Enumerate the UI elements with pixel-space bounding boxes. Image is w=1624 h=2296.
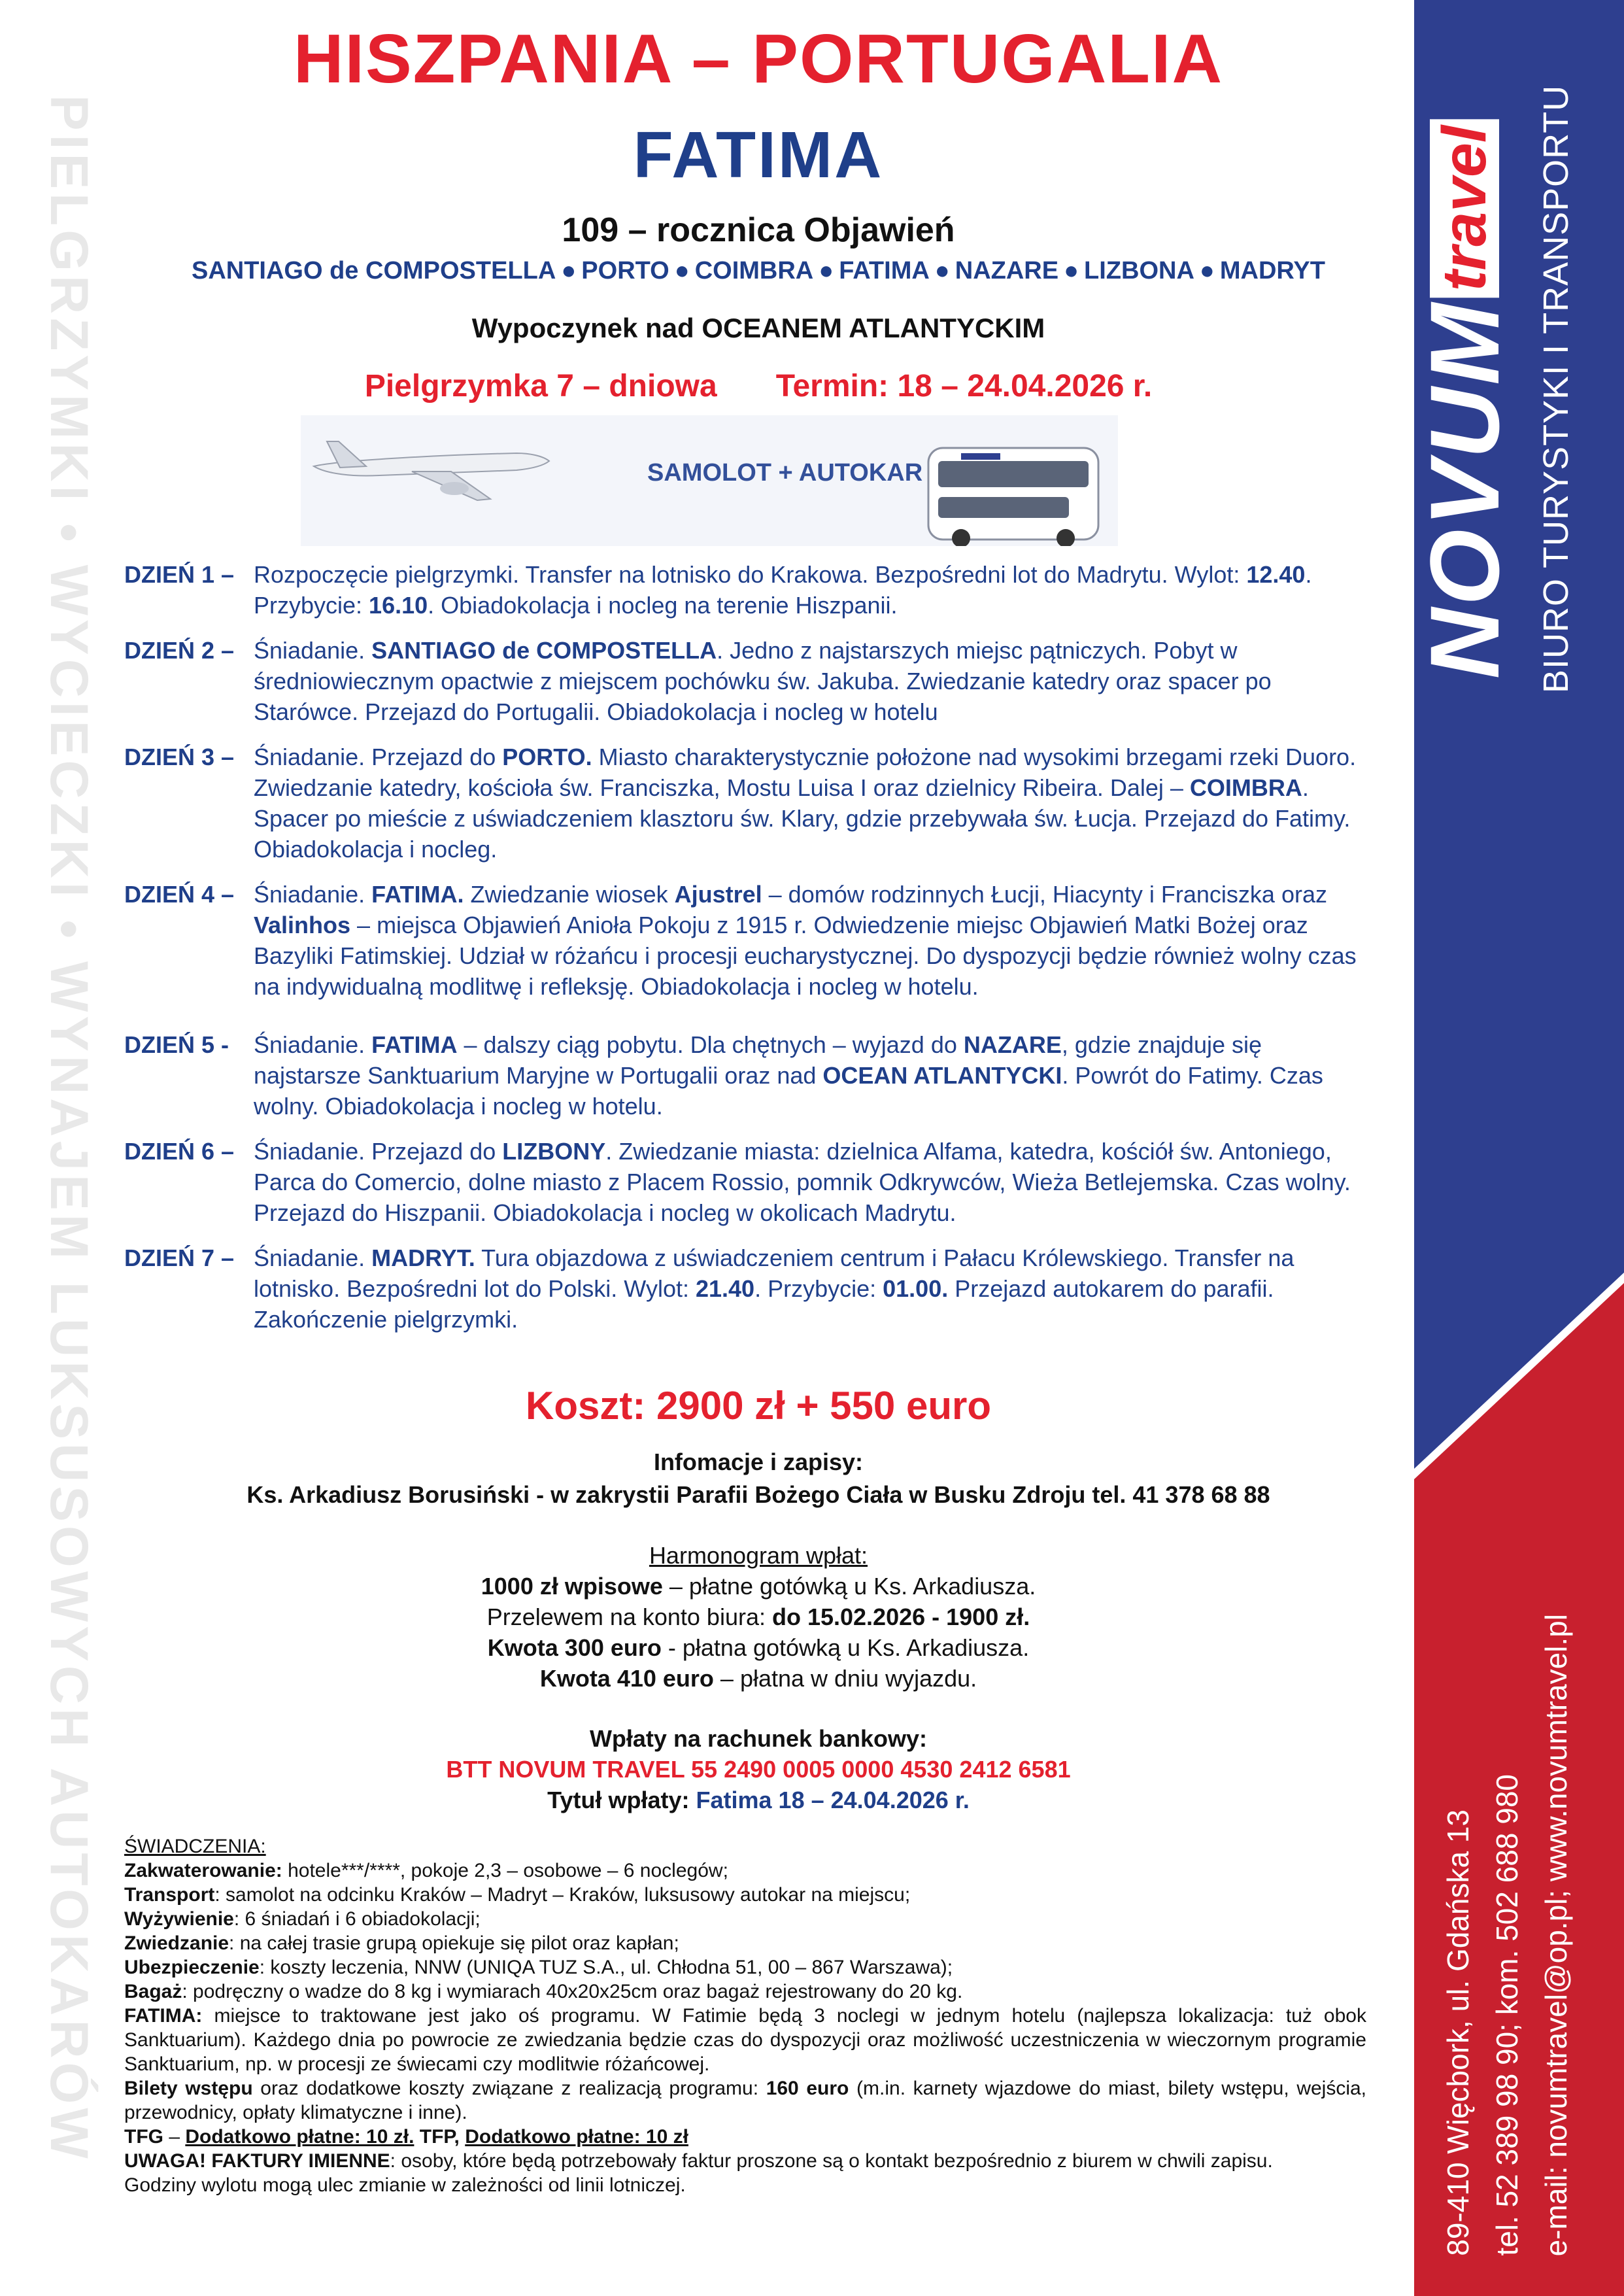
city-name: MADRYT (1219, 257, 1325, 284)
pilgrimage-length: Pielgrzymka 7 – dniowa (364, 369, 717, 403)
day-entry (124, 1242, 1366, 1335)
service-item: UWAGA! FAKTURY IMIENNE: osoby, które będą potrzebowały faktur proszone są o kontakt bezpośrednio z biurem w chwili zapisu. (124, 2150, 1273, 2172)
services-section (124, 1834, 1366, 2197)
service-item: Ubezpieczenie: koszty leczenia, NNW (UNIQA TUZ S.A., ul. Chłodna 51, 00 – 867 Warszawa); (124, 1957, 953, 1978)
bullet-icon: ● (561, 257, 577, 284)
day-entry (124, 635, 1366, 727)
page-title: HISZPANIA – PORTUGALIA (293, 20, 1224, 97)
service-item: Wyżywienie: 6 śniadań i 6 obiadokolacji; (124, 1908, 481, 1930)
day-description: Śniadanie. FATIMA – dalszy ciąg pobytu. Dla chętnych – wyjazd do NAZARE, gdzie znajduje się najstarsze Sanktuarium Maryjne w Portugalii oraz nad OCEAN ATLANTYCKI. Powrót do Fatimy. Czas wolny. Obiadokolacja i nocleg w hotelu. (254, 1031, 1323, 1120)
service-item: Transport: samolot na odcinku Kraków – Madryt – Kraków, luksusowy autokar na miejscu; (124, 1884, 911, 1906)
itinerary (124, 559, 1366, 1349)
day-label: DZIEŃ 5 - (124, 1031, 229, 1058)
transfer-title: Tytuł wpłaty: Fatima 18 – 24.04.2026 r. (547, 1787, 970, 1813)
service-item: Godziny wylotu mogą ulec zmianie w zależności od linii lotniczej. (124, 2174, 686, 2196)
city-list (118, 257, 1399, 285)
transport-label: SAMOLOT + AUTOKAR (647, 459, 923, 487)
brand-travel: travel (1430, 119, 1499, 298)
service-item: FATIMA: miejsce to traktowane jest jako oś programu. W Fatimie będą 3 noclegi w jednym hotelu (najlepsza lokalizacja: tuż obok Sanktuarium). Każdego dnia po powrocie ze zwiedzania będzie czas do dyspozycji oraz możliwość uczestniczenia w wieczornym programie Sanktuarium, np. w procesji ze świecami czy modlitwie różańcowej. (124, 2005, 1366, 2075)
bank-info (118, 1723, 1399, 1815)
city-name: NAZARE (955, 257, 1059, 284)
day-description: Śniadanie. Przejazd do PORTO. Miasto charakterystycznie położone nad wysokimi brzegami rzeki Duoro. Zwiedzanie katedry, kościoła św. Franciszka, Mostu Luisa I oraz dzielnicy Ribeira. Dalej – COIMBRA. Spacer po mieście z uświadczeniem klasztoru św. Klary, gdzie przebywała św. Łucja. Przejazd do Fatimy. Obiadokolacja i nocleg. (254, 744, 1357, 863)
day-entry (124, 742, 1366, 865)
city-name: FATIMA (839, 257, 930, 284)
bullet-icon: ● (819, 257, 834, 284)
bank-account: BTT NOVUM TRAVEL 55 2490 0005 0000 4530 2412 6581 (446, 1756, 1071, 1783)
phones-text: tel. 52 389 98 90; kom. 502 688 980 (1490, 1774, 1524, 2256)
schedule-line-3: Kwota 300 euro - płatna gotówką u Ks. Arkadiusza. (487, 1634, 1030, 1661)
watermark (39, 95, 98, 2187)
anniversary-heading: 109 – rocznica Objawień (562, 211, 955, 249)
city-name: SANTIAGO de COMPOSTELLA (191, 257, 556, 284)
pilgrimage-line (118, 368, 1399, 404)
tagline-text: BIURO TURYSTYKI I TRANSPORTU (1536, 84, 1576, 693)
day-entry (124, 1136, 1366, 1228)
airplane-icon (314, 441, 549, 500)
bullet-icon: ● (1064, 257, 1079, 284)
day-label: DZIEŃ 7 – (124, 1244, 235, 1271)
info-contact: Ks. Arkadiusz Borusiński - w zakrystii Parafii Bożego Ciała w Busku Zdroju tel. 41 378 68 88 (246, 1481, 1270, 1508)
schedule-line-1: 1000 zł wpisowe – płatne gotówką u Ks. Arkadiusza. (481, 1573, 1036, 1600)
page-subtitle: FATIMA (633, 118, 884, 192)
day-label: DZIEŃ 1 – (124, 561, 235, 588)
payment-schedule (118, 1540, 1399, 1694)
service-item: TFG – Dodatkowo płatne: 10 zł. TFP, Dodatkowo płatne: 10 zł (124, 2126, 688, 2148)
email-text: e-mail: novumtravel@op.pl; www.novumtravel.pl (1539, 1613, 1573, 2256)
brand-tagline (1527, 84, 1585, 693)
schedule-heading: Harmonogram wpłat: (649, 1542, 868, 1569)
bank-heading: Wpłaty na rachunek bankowy: (589, 1725, 928, 1752)
cost-line: Koszt: 2900 zł + 550 euro (526, 1384, 991, 1428)
rest-heading: Wypoczynek nad OCEANEM ATLANTYCKIM (471, 313, 1045, 343)
brand-novum: NOVUM (1409, 300, 1519, 679)
day-description: Śniadanie. Przejazd do LIZBONY. Zwiedzanie miasta: dzielnica Alfama, katedra, kościół św. Antoniego, Parca do Comercio, dolne miasto z Placem Rossio, pomnik Odkrywców, Wieża Betlejemska. Czas wolny. Przejazd do Hiszpanii. Obiadokolacja i nocleg w okolicach Madrytu. (254, 1138, 1351, 1226)
day-description: Śniadanie. SANTIAGO de COMPOSTELLA. Jedno z najstarszych miejsc pątniczych. Pobyt w średniowiecznym opactwie z miejscem pochówku św. Jakuba. Zwiedzanie katedry oraz spacer po Starówce. Przejazd do Portugalii. Obiadokolacja i nocleg w hotelu (254, 637, 1272, 725)
services-heading: ŚWIADCZENIA: (124, 1836, 266, 1857)
service-item: Zwiedzanie: na całej trasie grupą opiekuje się pilot oraz kapłan; (124, 1932, 679, 1954)
contact-phones (1481, 1537, 1533, 2256)
bus-icon (928, 448, 1098, 546)
day-entry (124, 879, 1366, 1002)
day-label: DZIEŃ 4 – (124, 881, 235, 908)
day-label: DZIEŃ 3 – (124, 744, 235, 770)
day-entry (124, 1029, 1366, 1122)
day-label: DZIEŃ 6 – (124, 1138, 235, 1165)
service-item: Zakwaterowanie: hotele***/****, pokoje 2,3 – osobowe – 6 noclegów; (124, 1860, 728, 1881)
day-label: DZIEŃ 2 – (124, 637, 235, 664)
watermark-text: PIELGRZYMKI • WYCIECZKI • WYNAJEM LUKSUSOWYCH AUTOKARÓW (39, 95, 99, 2163)
bullet-icon: ● (1199, 257, 1215, 284)
day-description: Śniadanie. MADRYT. Tura objazdowa z uświadczeniem centrum i Pałacu Królewskiego. Transfer na lotnisko. Bezpośredni lot do Polski. Wylot: 21.40. Przybycie: 01.00. Przejazd autokarem do parafii. Zakończenie pielgrzymki. (254, 1244, 1294, 1333)
city-name: PORTO (581, 257, 669, 284)
contact-address (1432, 1537, 1484, 2256)
address-text: 89-410 Więcbork, ul. Gdańska 13 (1441, 1809, 1475, 2256)
day-entry (124, 559, 1366, 621)
contact-email (1530, 1537, 1582, 2256)
brand-logo (1409, 111, 1519, 700)
day-description: Śniadanie. FATIMA. Zwiedzanie wiosek Ajustrel – domów rodzinnych Łucji, Hiacynty i Franciszka oraz Valinhos – miejsca Objawień Anioła Pokoju z 1915 r. Odwiedzenie miejsc Objawień Matki Bożej oraz Bazyliki Fatimskiej. Udział w różańcu i procesji eucharystycznej. Do dyspozycji będzie również wolny czas na indywidualną modlitwę i refleksję. Obiadokolacja i nocleg w hotelu. (254, 881, 1357, 1000)
info-heading: Infomacje i zapisy: (653, 1448, 864, 1475)
pilgrimage-term: Termin: 18 – 24.04.2026 r. (775, 369, 1153, 403)
service-item: Bagaż: podręczny o wadze do 8 kg i wymiarach 40x20x25cm oraz bagaż rejestrowany do 20 kg. (124, 1981, 963, 2002)
schedule-line-4: Kwota 410 euro – płatna w dniu wyjazdu. (539, 1665, 977, 1692)
service-item: Bilety wstępu oraz dodatkowe koszty związane z realizacją programu: 160 euro (m.in. karnety wjazdowe do miast, bilety wstępu, wejścia, przewodnicy, opłaty klimatyczne i inne). (124, 2078, 1367, 2123)
bullet-icon: ● (934, 257, 950, 284)
schedule-line-2: Przelewem na konto biura: do 15.02.2026 - 1900 zł. (486, 1603, 1030, 1630)
city-name: COIMBRA (694, 257, 814, 284)
city-name: LIZBONA (1084, 257, 1194, 284)
day-description: Rozpoczęcie pielgrzymki. Transfer na lotnisko do Krakowa. Bezpośredni lot do Madrytu. Wylot: 12.40. Przybycie: 16.10. Obiadokolacja i nocleg na terenie Hiszpanii. (254, 561, 1312, 619)
bullet-icon: ● (674, 257, 690, 284)
